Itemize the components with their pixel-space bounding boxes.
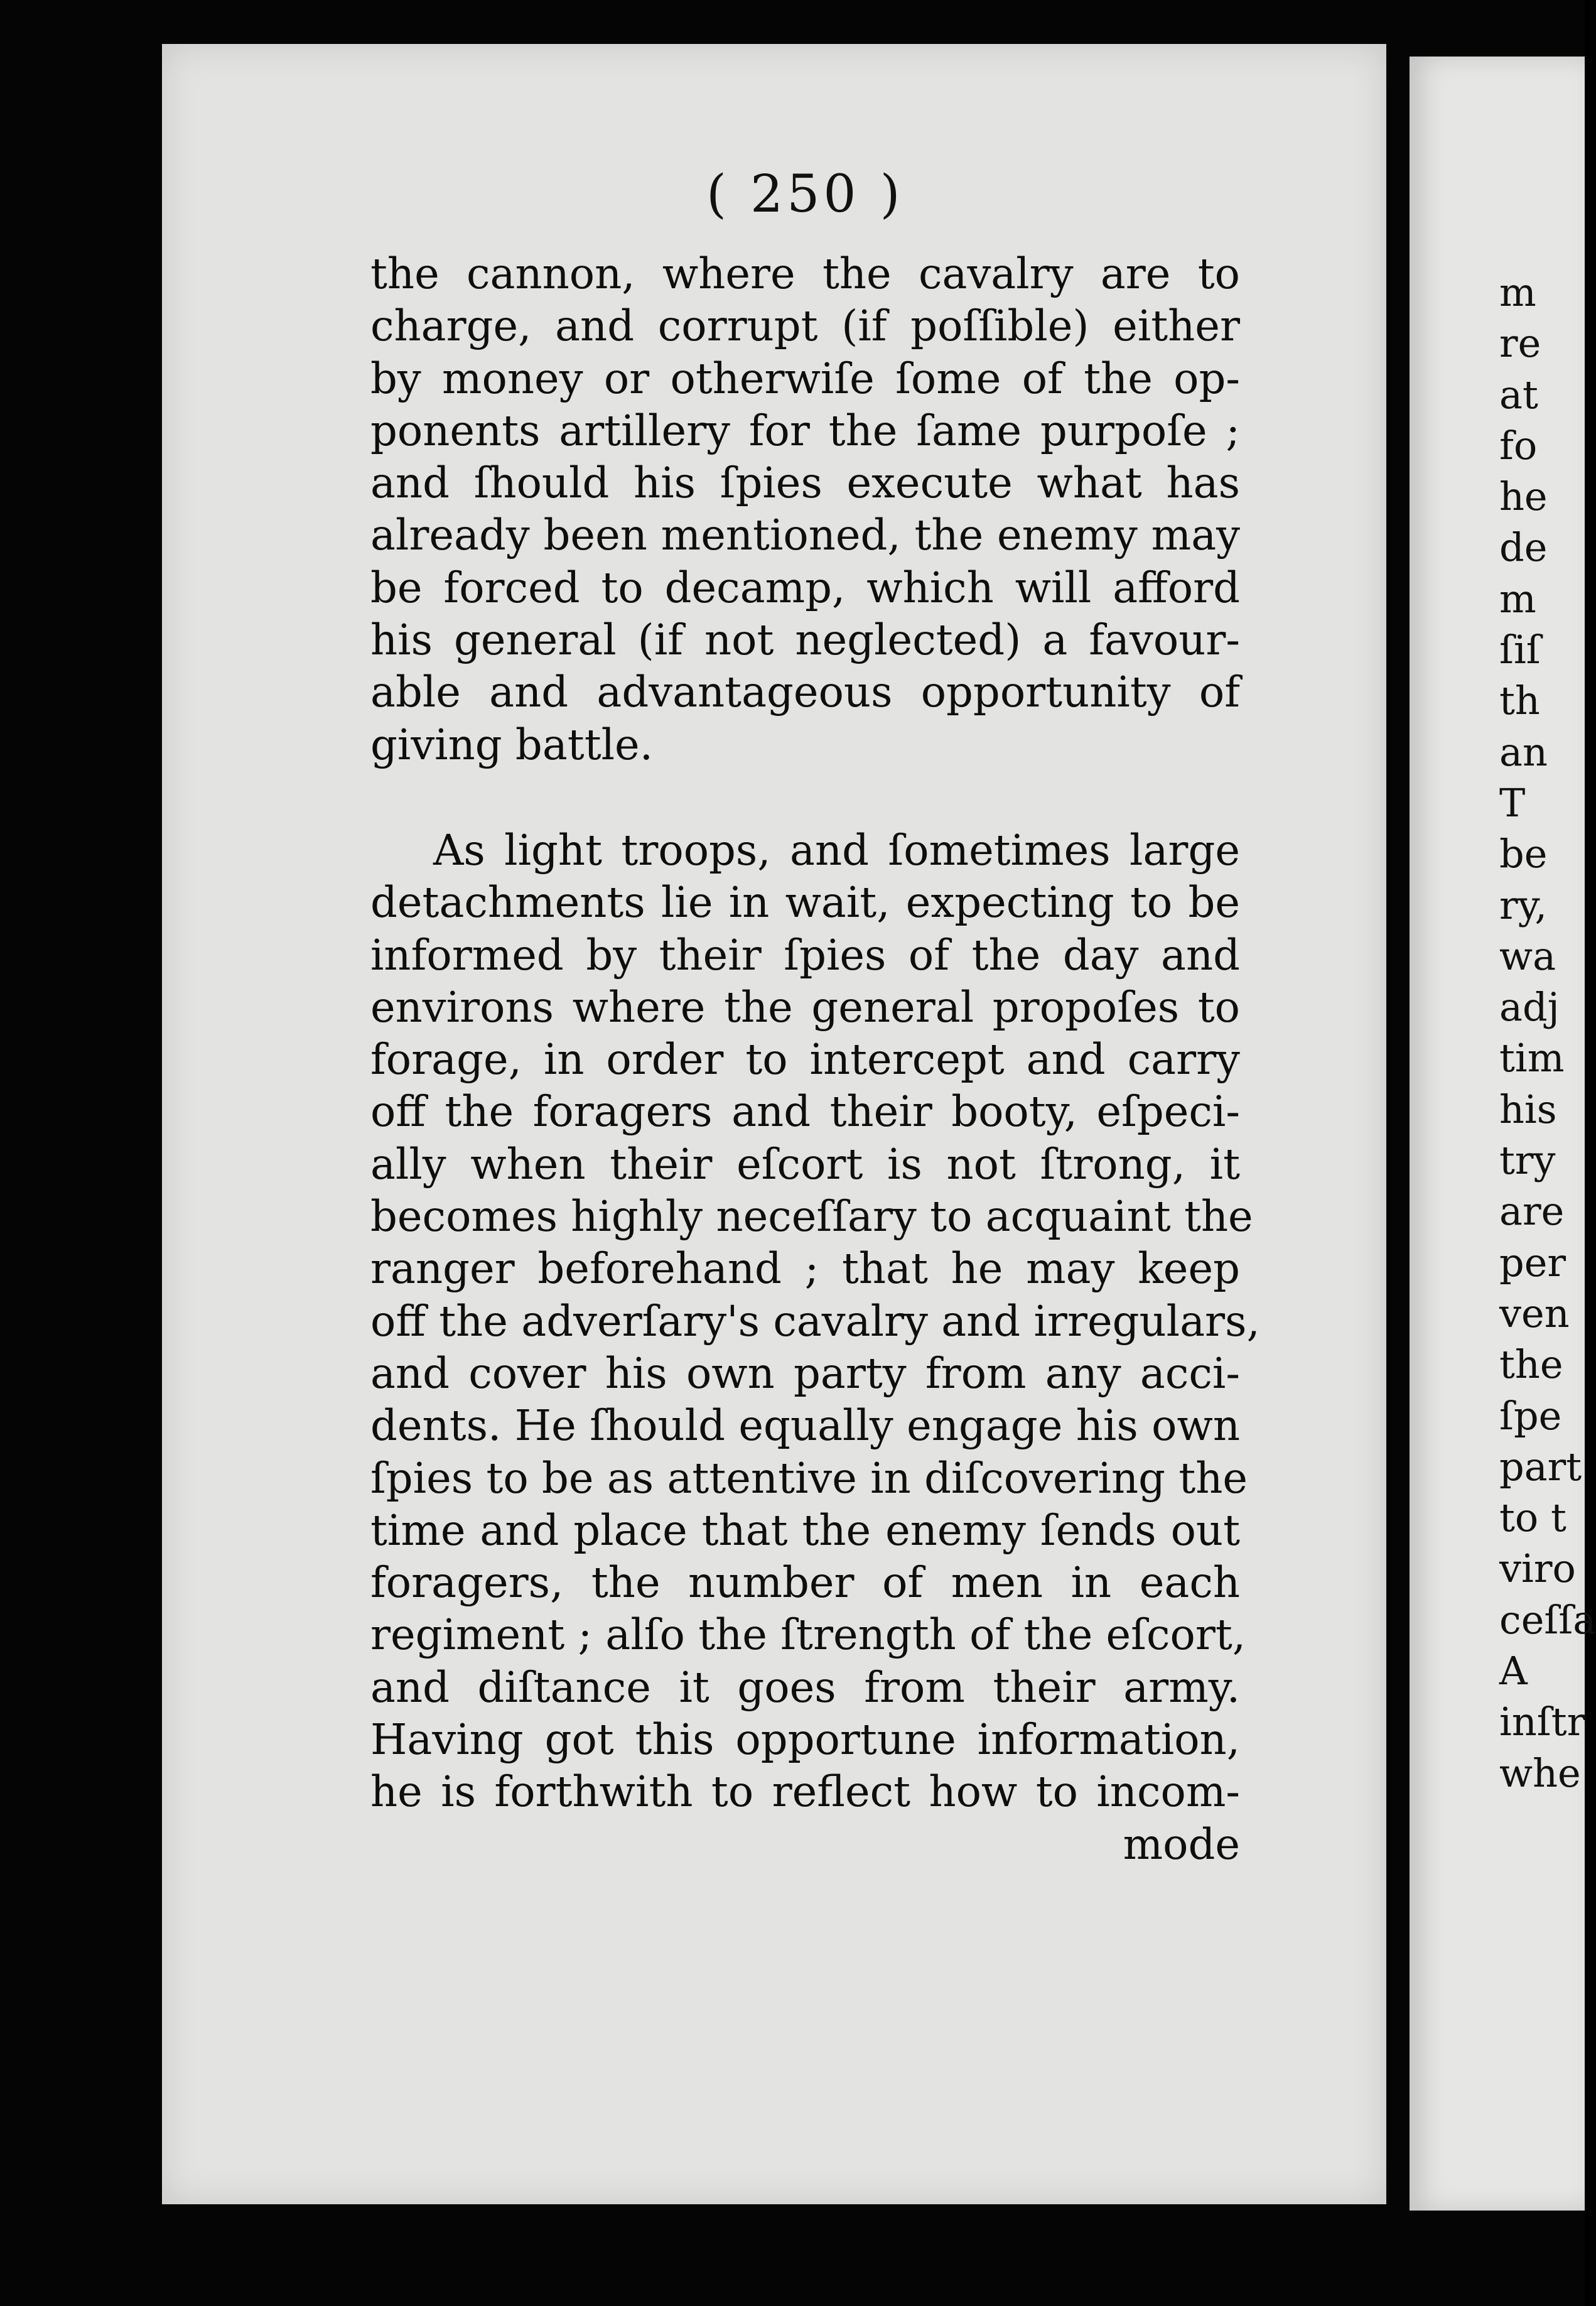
facing-line: an	[1499, 728, 1548, 775]
text-line: detachments lie in wait, expecting to be	[370, 878, 1240, 928]
facing-line: be	[1499, 831, 1548, 877]
text-line: becomes highly neceſſary to acquaint the	[370, 1192, 1253, 1242]
facing-line: m	[1499, 269, 1536, 315]
facing-line: th	[1499, 678, 1540, 724]
text-line: regiment ; alſo the ſtrength of the eſcort,	[370, 1610, 1246, 1660]
text-line: ſpies to be as attentive in diſcovering the	[370, 1453, 1248, 1503]
text-line: dents. He ſhould equally engage his own	[370, 1401, 1240, 1451]
facing-line: the	[1499, 1341, 1563, 1388]
facing-line: at	[1499, 371, 1538, 418]
facing-line: viro	[1499, 1545, 1576, 1592]
text-line: and diſtance it goes from their army.	[370, 1662, 1240, 1712]
text-line: Having got this opportune information,	[370, 1715, 1240, 1765]
text-line: off the adverſary's cavalry and irregulars,	[370, 1296, 1260, 1346]
catchword: mode	[1123, 1819, 1240, 1869]
text-line: he is forthwith to reflect how to incom-	[370, 1767, 1240, 1817]
facing-line: T	[1499, 779, 1526, 826]
facing-line: to t	[1499, 1495, 1566, 1541]
text-line: already been mentioned, the enemy may	[370, 511, 1240, 560]
facing-line: try	[1499, 1137, 1556, 1184]
text-line: by money or otherwiſe ſome of the op-	[370, 354, 1240, 403]
facing-line: he	[1499, 474, 1548, 520]
text-line: his general (if not neglected) a favour-	[370, 615, 1240, 665]
facing-line: ven	[1499, 1290, 1570, 1336]
facing-line: per	[1499, 1239, 1566, 1286]
facing-line: part	[1499, 1443, 1582, 1490]
text-line: ponents artillery for the ſame purpoſe ;	[370, 406, 1240, 455]
facing-line: whe	[1499, 1750, 1581, 1796]
facing-line: m	[1499, 575, 1536, 622]
text-line: and ſhould his ſpies execute what has	[370, 458, 1240, 508]
facing-line: re	[1499, 320, 1541, 367]
text-line: and cover his own party from any acci-	[370, 1348, 1240, 1398]
text-line: foragers, the number of men in each	[370, 1558, 1240, 1608]
text-line: As light troops, and ſometimes large	[433, 825, 1240, 875]
facing-line: ſpe	[1499, 1392, 1562, 1439]
text-line: time and place that the enemy ſends out	[370, 1505, 1240, 1555]
facing-page-text	[1499, 267, 1596, 1799]
facing-line: de	[1499, 524, 1548, 571]
paragraph-gap	[370, 771, 1240, 825]
text-line: charge, and corrupt (if poſſible) either	[370, 301, 1240, 351]
text-line: informed by their ſpies of the day and	[370, 930, 1240, 980]
text-line: forage, in order to intercept and carry	[370, 1035, 1240, 1085]
text-line: be forced to decamp, which will afford	[370, 563, 1240, 612]
facing-line: wa	[1499, 933, 1556, 979]
text-line: ranger beforehand ; that he may keep	[370, 1244, 1240, 1294]
facing-line: his	[1499, 1086, 1557, 1132]
facing-line: ry,	[1499, 882, 1548, 928]
text-line: environs where the general propoſes to	[370, 982, 1240, 1032]
body-text	[370, 248, 1260, 1871]
facing-line: ſiſ	[1499, 627, 1541, 673]
text-line: able and advantageous opportunity of	[370, 668, 1240, 717]
facing-line: tim	[1499, 1035, 1565, 1081]
text-line: giving battle.	[370, 720, 653, 769]
text-line: ally when their eſcort is not ſtrong, it	[370, 1139, 1240, 1189]
text-line: the cannon, where the cavalry are to	[370, 249, 1240, 298]
facing-line: inſtr	[1499, 1699, 1586, 1745]
facing-line: ceſſa	[1499, 1596, 1596, 1643]
facing-line: are	[1499, 1188, 1565, 1235]
page-number: ( 250 )	[706, 165, 904, 224]
facing-line: fo	[1499, 422, 1538, 468]
text-line: off the foragers and their booty, eſpeci-	[370, 1087, 1240, 1137]
facing-line: A	[1499, 1648, 1528, 1694]
facing-line: adj	[1499, 984, 1560, 1031]
